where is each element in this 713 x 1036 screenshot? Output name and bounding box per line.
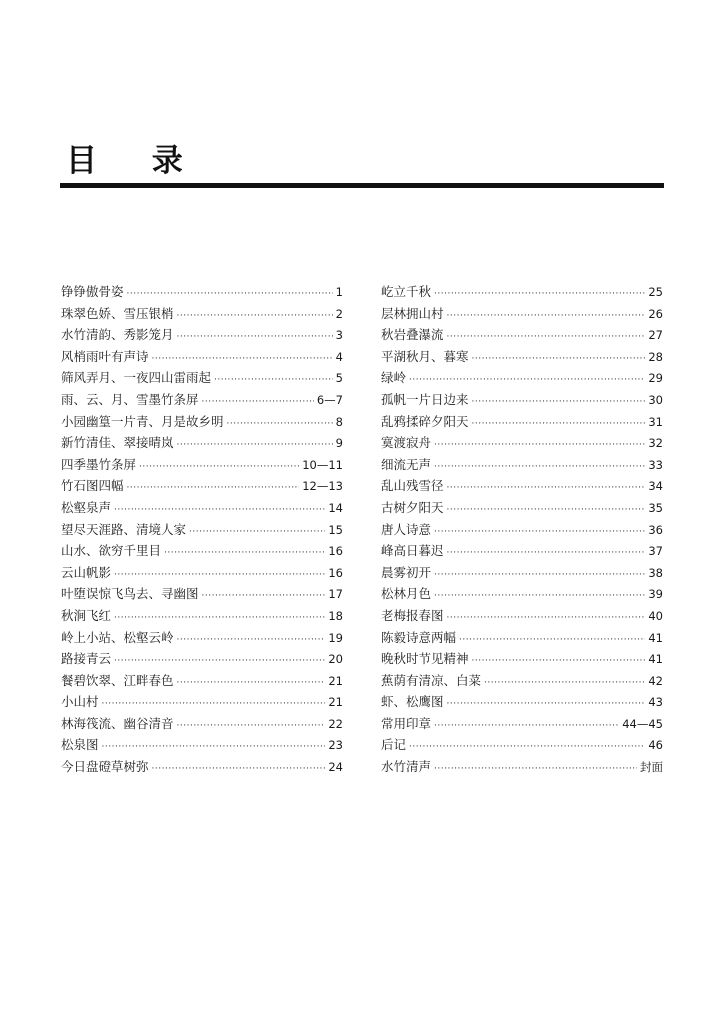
toc-entry — [61, 583, 343, 605]
toc-leader-dots — [434, 759, 637, 781]
toc-entry-page: 44—45 — [622, 716, 663, 731]
toc-leader-dots — [434, 284, 645, 306]
toc-entry-title: 叶堕误惊飞鸟去、寻幽图 — [61, 586, 199, 602]
toc-entry-page: 23 — [328, 738, 343, 753]
toc-entry-title: 林海筏流、幽谷清音 — [61, 715, 174, 731]
title-rule — [60, 183, 664, 188]
toc-leader-dots — [434, 522, 645, 544]
toc-entry-page: 41 — [648, 630, 663, 645]
toc-leader-dots — [434, 435, 645, 457]
toc-entry-page: 9 — [335, 436, 343, 451]
toc-entry-title: 寞渡寂舟 — [381, 435, 432, 451]
toc-entry — [61, 519, 343, 541]
toc-entry-title: 云山帆影 — [61, 564, 112, 580]
toc-entry-page: 36 — [648, 522, 663, 537]
toc-entry-title: 老梅报春图 — [381, 607, 444, 623]
toc-entry-title: 雨、云、月、雪墨竹条屏 — [61, 391, 199, 407]
toc-entry-title: 松林月色 — [381, 586, 432, 602]
toc-leader-dots — [177, 327, 333, 349]
toc-leader-dots — [484, 673, 645, 695]
toc-entry-page: 1 — [335, 285, 343, 299]
toc-entry — [381, 454, 663, 476]
toc-entry-title: 筛风弄月、一夜四山雷雨起 — [61, 370, 212, 386]
toc-entry-page: 35 — [648, 500, 663, 515]
toc-entry-title: 孤帆一片日边来 — [381, 391, 469, 407]
toc-entry — [381, 583, 663, 605]
toc-entry-page: 2 — [335, 306, 343, 321]
toc-entry-page: 21 — [328, 695, 343, 710]
toc-entry — [61, 562, 343, 584]
toc-entry-page: 34 — [648, 479, 663, 494]
toc-entry — [381, 281, 663, 303]
toc-entry-page: 16 — [328, 544, 343, 559]
toc-entry — [381, 670, 663, 692]
toc-entry — [381, 648, 663, 670]
toc-entry — [381, 475, 663, 497]
toc-entry-page: 16 — [328, 565, 343, 580]
toc-entry — [381, 432, 663, 454]
toc-entry-page: 10—11 — [302, 457, 343, 472]
toc-entry — [381, 562, 663, 584]
toc-leader-dots — [214, 370, 333, 392]
toc-entry — [61, 303, 343, 325]
toc-leader-dots — [447, 694, 646, 716]
toc-entry — [381, 324, 663, 346]
toc-entry-title: 屹立千秋 — [381, 284, 432, 299]
toc-leader-dots — [447, 478, 646, 500]
toc-entry — [61, 605, 343, 627]
toc-leader-dots — [434, 716, 619, 738]
toc-entry-page: 30 — [648, 392, 663, 407]
toc-entry — [381, 411, 663, 433]
toc-entry-title: 唐人诗意 — [381, 521, 432, 537]
toc-leader-dots — [472, 349, 646, 371]
toc-entry-title: 风梢雨叶有声诗 — [61, 348, 149, 364]
toc-leader-dots — [447, 608, 646, 630]
toc-entry — [61, 281, 343, 303]
toc-entry-title: 陈毅诗意两幅 — [381, 629, 457, 645]
toc-entry-page: 33 — [648, 457, 663, 472]
toc-entry-page: 4 — [335, 349, 343, 364]
toc-entry — [381, 519, 663, 541]
toc-entry — [61, 346, 343, 368]
toc-entry — [61, 389, 343, 411]
toc-leader-dots — [459, 630, 645, 652]
toc-entry-title: 珠翠色娇、雪压银梢 — [61, 305, 174, 321]
toc-entry-page: 19 — [328, 630, 343, 645]
toc-entry — [61, 432, 343, 454]
toc-entry-page: 37 — [648, 544, 663, 559]
toc-entry — [381, 627, 663, 649]
toc-entry-title: 小园幽篁一片青、月是故乡明 — [61, 413, 224, 429]
toc-leader-dots — [472, 392, 646, 414]
toc-entry-title: 峰高日暮迟 — [381, 543, 444, 559]
toc-leader-dots — [472, 651, 646, 673]
toc-leader-dots — [177, 435, 333, 457]
toc-entry-title: 松泉图 — [61, 737, 99, 753]
toc-entry-title: 秋涧飞红 — [61, 607, 112, 623]
toc-entry-title: 四季墨竹条屏 — [61, 456, 137, 472]
toc-entry-title: 水竹清声 — [381, 759, 432, 775]
toc-entry-title: 铮铮傲骨姿 — [61, 284, 124, 299]
toc-entry — [381, 605, 663, 627]
toc-entry-page: 22 — [328, 716, 343, 731]
toc-entry-page: 3 — [335, 328, 343, 343]
toc-entry-page: 18 — [328, 608, 343, 623]
toc-entry-page: 39 — [648, 587, 663, 602]
toc-entry — [381, 303, 663, 325]
toc-leader-dots — [447, 306, 646, 328]
toc-entry-title: 松壑泉声 — [61, 499, 112, 515]
toc-entry-page: 27 — [648, 328, 663, 343]
toc-entry-page: 14 — [328, 500, 343, 515]
toc-entry — [381, 734, 663, 756]
toc-entry — [381, 691, 663, 713]
toc-entry — [61, 627, 343, 649]
toc-entry-title: 山水、欲穷千里目 — [61, 543, 162, 559]
toc-entry-page: 42 — [648, 673, 663, 688]
toc-left-column — [61, 281, 343, 778]
toc-entry-page: 29 — [648, 371, 663, 386]
toc-leader-dots — [434, 457, 645, 479]
toc-entry — [61, 691, 343, 713]
toc-entry-title: 古树夕阳天 — [381, 499, 444, 515]
toc-entry-title: 岭上小站、松壑云岭 — [61, 629, 174, 645]
toc-entry — [381, 367, 663, 389]
toc-entry-title: 晚秋时节见精神 — [381, 651, 469, 667]
toc-leader-dots — [177, 673, 326, 695]
toc-entry-title: 望尽天涯路、清境人家 — [61, 521, 187, 537]
toc-entry-title: 绿岭 — [381, 370, 407, 386]
toc-leader-dots — [139, 457, 299, 479]
toc-entry — [61, 756, 343, 778]
toc-entry — [61, 540, 343, 562]
toc-entry — [61, 454, 343, 476]
toc-entry-title: 乱鸦揉碎夕阳天 — [381, 413, 469, 429]
toc-leader-dots — [177, 716, 326, 738]
toc-entry-title: 乱山残雪径 — [381, 478, 444, 494]
toc-entry-page: 21 — [328, 673, 343, 688]
toc-entry — [381, 713, 663, 735]
toc-leader-dots — [472, 414, 646, 436]
toc-entry-page: 38 — [648, 565, 663, 580]
toc-leader-dots — [409, 737, 645, 759]
toc-entry-page: 6—7 — [316, 392, 343, 407]
toc-entry-page: 15 — [328, 522, 343, 537]
toc-entry — [61, 670, 343, 692]
toc-leader-dots — [177, 306, 333, 328]
toc-entry-page: 25 — [648, 285, 663, 299]
toc-entry-title: 小山村 — [61, 694, 99, 710]
toc-entry-title: 水竹清韵、秀影笼月 — [61, 327, 174, 343]
toc-entry-page: 封面 — [640, 760, 663, 775]
toc-entry-title: 蕉荫有清凉、白菜 — [381, 672, 482, 688]
toc-entry-title: 今日盘磴草树弥 — [61, 759, 149, 775]
toc-entry — [61, 367, 343, 389]
toc-entry — [61, 734, 343, 756]
toc-entry-title: 餐碧饮翠、江畔春色 — [61, 672, 174, 688]
toc-leader-dots — [447, 543, 646, 565]
toc-entry-title: 平湖秋月、暮寒 — [381, 348, 469, 364]
toc-entry-title: 虾、松鹰图 — [381, 694, 444, 710]
toc-entry-title: 新竹清佳、翠接晴岚 — [61, 435, 174, 451]
toc-leader-dots — [447, 327, 646, 349]
toc-leader-dots — [164, 543, 325, 565]
toc-entry-title: 常用印章 — [381, 715, 432, 731]
page-title: 目 录 — [66, 143, 205, 179]
toc-entry — [61, 475, 343, 497]
toc-entry-page: 28 — [648, 349, 663, 364]
toc-right-column — [381, 281, 663, 778]
toc-entry-page: 32 — [648, 436, 663, 451]
toc-leader-dots — [177, 630, 326, 652]
toc-entry-title: 竹石图四幅 — [61, 478, 124, 494]
toc-entry-page: 20 — [328, 652, 343, 667]
toc-leader-dots — [189, 522, 325, 544]
toc-entry — [381, 756, 663, 778]
toc-leader-dots — [127, 478, 300, 500]
toc-entry-page: 8 — [335, 414, 343, 429]
toc-leader-dots — [447, 500, 646, 522]
toc-leader-dots — [202, 586, 326, 608]
toc-entry — [381, 346, 663, 368]
toc-entry-page: 40 — [648, 608, 663, 623]
toc-entry — [61, 648, 343, 670]
toc-entry — [61, 497, 343, 519]
toc-entry-title: 秋岩叠瀑流 — [381, 327, 444, 343]
toc-leader-dots — [434, 586, 645, 608]
toc-entry-page: 41 — [648, 652, 663, 667]
toc-entry — [381, 497, 663, 519]
toc-entry — [61, 324, 343, 346]
toc-entry-title: 层林拥山村 — [381, 305, 444, 321]
toc-leader-dots — [434, 565, 645, 587]
toc-entry-page: 43 — [648, 695, 663, 710]
toc-entry-page: 12—13 — [302, 479, 343, 494]
toc-entry-page: 24 — [328, 760, 343, 775]
toc-entry-title: 晨雾初开 — [381, 564, 432, 580]
toc-leader-dots — [152, 759, 326, 781]
toc-entry-title: 细流无声 — [381, 456, 432, 472]
toc-entry — [381, 389, 663, 411]
toc-entry-title: 路接青云 — [61, 651, 112, 667]
toc-entry — [61, 713, 343, 735]
toc-entry — [381, 540, 663, 562]
toc-leader-dots — [227, 414, 333, 436]
toc-entry-page: 17 — [328, 587, 343, 602]
toc-entry — [61, 411, 343, 433]
toc-entry-page: 46 — [648, 738, 663, 753]
toc-entry-page: 31 — [648, 414, 663, 429]
toc-entry-title: 后记 — [381, 737, 407, 753]
toc-entry-page: 26 — [648, 306, 663, 321]
toc-entry-page: 5 — [335, 371, 343, 386]
